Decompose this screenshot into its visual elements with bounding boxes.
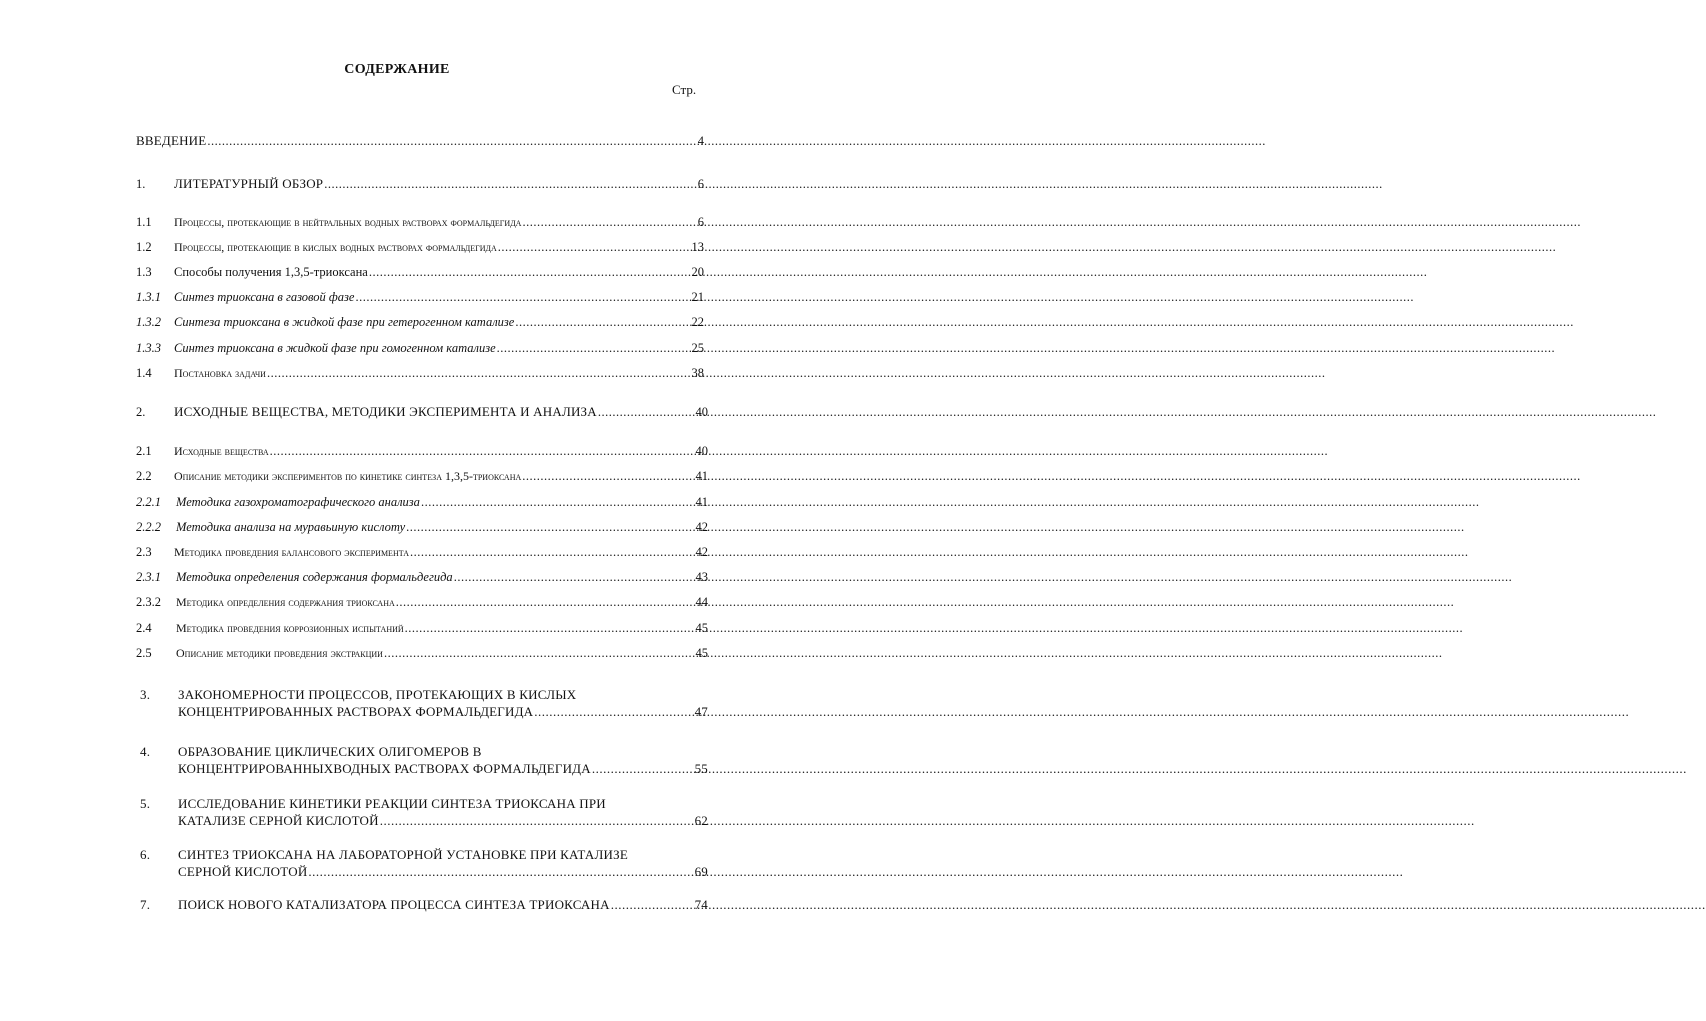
toc-entry-text: ИСХОДНЫЕ ВЕЩЕСТВА, МЕТОДИКИ ЭКСПЕРИМЕНТА И АНАЛИЗА	[174, 404, 597, 419]
toc-entry-text-line1: ИССЛЕДОВАНИЕ КИНЕТИКИ РЕАКЦИИ СИНТЕЗА ТРИОКСАНА ПРИ	[178, 796, 606, 811]
toc-entry-number: 2.3.2	[136, 595, 161, 609]
toc-entry-number: 2.4	[136, 621, 152, 635]
toc-entry-page: 40	[695, 444, 708, 458]
page-title: СОДЕРЖАНИЕ	[344, 62, 450, 77]
toc-entry-2-3[interactable]	[136, 544, 708, 560]
toc-entry-number: 7.	[140, 897, 151, 912]
toc-entry-1-4[interactable]	[136, 365, 704, 381]
toc-entry-number: 1.	[136, 177, 146, 191]
toc-entry-text-line1: ОБРАЗОВАНИЕ ЦИКЛИЧЕСКИХ ОЛИГОМЕРОВ В	[178, 744, 482, 759]
toc-entry-number: 1.3	[136, 265, 152, 279]
toc-entry-number: 1.3.2	[136, 315, 161, 329]
toc-entry-page: 22	[691, 315, 704, 329]
toc-entry-2-3-2[interactable]	[136, 594, 708, 610]
toc-entry-page: 55	[694, 761, 708, 776]
toc-entry-1-3-2[interactable]	[136, 314, 704, 330]
toc-entry-page: 42	[695, 545, 708, 559]
toc-entry-number: 6.	[140, 847, 151, 862]
toc-entry-number: 2.2.1	[136, 495, 161, 509]
toc-entry-6[interactable]	[140, 846, 708, 880]
toc-entry-page: 45	[695, 646, 708, 660]
toc-entry-number: 5.	[140, 796, 151, 811]
toc-entry-text: ВВЕДЕНИЕ	[136, 133, 207, 148]
toc-entry-number: 1.2	[136, 240, 152, 254]
toc-entry-4[interactable]	[140, 743, 708, 777]
toc-entry-page: 6	[697, 215, 704, 229]
toc-entry-text-line1: ЗАКОНОМЕРНОСТИ ПРОЦЕССОВ, ПРОТЕКАЮЩИХ В КИСЛЫХ	[178, 687, 577, 702]
toc-entry-2-2[interactable]	[136, 468, 708, 484]
toc-entry-2-2-2[interactable]	[136, 519, 708, 535]
toc-entry-number: 2.	[136, 405, 146, 419]
toc-entry-page: 21	[691, 290, 704, 304]
toc-entry-number: 1.3.1	[136, 290, 161, 304]
toc-entry-number: 3.	[140, 687, 151, 702]
toc-entry-page: 45	[695, 621, 708, 635]
toc-entry-text: Методика определения содержания формальдегида	[176, 570, 453, 584]
toc-entry-text: Методика проведения коррозионных испытаний	[176, 621, 404, 635]
toc-entry-number: 2.3	[136, 545, 152, 559]
toc-entry-text: Описание методики экспериментов по кинетике синтеза 1,3,5-триоксана	[174, 469, 522, 483]
toc-entry-page: 44	[695, 595, 708, 609]
toc-entry-number: 2.2.2	[136, 520, 161, 534]
toc-entry-text: Описание методики проведения экстракции	[176, 646, 383, 660]
toc-entry-page: 25	[691, 341, 704, 355]
toc-entry-page: 41	[695, 469, 708, 483]
toc-entry-2-4[interactable]	[136, 620, 708, 636]
toc-entry-page: 4	[697, 134, 704, 148]
toc-entry-number: 2.3.1	[136, 570, 161, 584]
toc-entry-number: 2.2	[136, 469, 152, 483]
toc-entry-page: 40	[695, 405, 708, 419]
toc-entry-page: 69	[694, 864, 708, 879]
toc-entry-text: Процессы, протекающие в кислых водных растворах формальдегида	[174, 240, 497, 254]
toc-entry-1-2[interactable]	[136, 239, 704, 255]
toc-entry-introduction[interactable]	[136, 133, 704, 149]
toc-entry-text: Исходные вещества	[174, 444, 269, 458]
toc-entry-number: 1.1	[136, 215, 152, 229]
toc-entry-3[interactable]	[140, 686, 708, 720]
toc-entry-text: Синтеза триоксана в жидкой фазе при гетерогенном катализе	[174, 315, 515, 329]
toc-entry-2-1[interactable]	[136, 443, 708, 459]
toc-entry-text: Методика определения содержания триоксана	[176, 595, 395, 609]
toc-entry-2-2-1[interactable]	[136, 494, 708, 510]
toc-entry-page: 38	[691, 366, 704, 380]
toc-entry-page: 20	[691, 265, 704, 279]
toc-entry-text: Синтез триоксана в жидкой фазе при гомогенном катализе	[174, 341, 496, 355]
toc-entry-number: 1.3.3	[136, 341, 161, 355]
toc-entry-page: 74	[694, 897, 708, 912]
toc-entry-text: Методика газохроматографического анализа	[176, 495, 420, 509]
toc-entry-page: 62	[694, 813, 708, 828]
toc-entry-text: КОНЦЕНТРИРОВАННЫХВОДНЫХ РАСТВОРАХ ФОРМАЛЬДЕГИДА	[178, 761, 591, 776]
toc-entry-2[interactable]	[136, 404, 708, 420]
toc-entry-text: Постановка задачи	[174, 366, 266, 380]
toc-entry-7[interactable]	[140, 896, 708, 913]
toc-entry-text: КАТАЛИЗЕ СЕРНОЙ КИСЛОТОЙ	[178, 813, 379, 828]
toc-entry-number: 1.4	[136, 366, 152, 380]
toc-entry-1[interactable]	[136, 176, 704, 192]
toc-entry-5[interactable]	[140, 795, 708, 829]
toc-entry-text: Синтез триоксана в газовой фазе	[174, 290, 355, 304]
toc-entry-page: 43	[695, 570, 708, 584]
toc-entry-page: 47	[694, 704, 708, 719]
toc-entry-text: Методика анализа на муравьиную кислоту	[176, 520, 406, 534]
toc-entry-2-3-1[interactable]	[136, 569, 708, 585]
toc-entry-1-3-1[interactable]	[136, 289, 704, 305]
toc-entry-text: Способы получения 1,3,5-триоксана	[174, 265, 368, 279]
toc-entry-1-3-3[interactable]	[136, 340, 704, 356]
toc-entry-page: 41	[695, 495, 708, 509]
toc-entry-text-line1: СИНТЕЗ ТРИОКСАНА НА ЛАБОРАТОРНОЙ УСТАНОВКЕ ПРИ КАТАЛИЗЕ	[178, 847, 628, 862]
toc-entry-text: Процессы, протекающие в нейтральных водных растворах формальдегида	[174, 215, 522, 229]
page-column-header: Стр.	[672, 82, 697, 97]
toc-entry-page: 6	[697, 177, 704, 191]
toc-entry-1-1[interactable]	[136, 214, 704, 230]
toc-entry-text: КОНЦЕНТРИРОВАННЫХ РАСТВОРАХ ФОРМАЛЬДЕГИДА	[178, 704, 534, 719]
toc-entry-page: 42	[695, 520, 708, 534]
toc-entry-page: 13	[691, 240, 704, 254]
toc-entry-number: 2.1	[136, 444, 152, 458]
toc-entry-text: ПОИСК НОВОГО КАТАЛИЗАТОРА ПРОЦЕССА СИНТЕЗА ТРИОКСАНА	[178, 897, 610, 912]
toc-entry-number: 2.5	[136, 646, 152, 660]
toc-entry-number: 4.	[140, 744, 151, 759]
toc-entry-2-5[interactable]	[136, 645, 708, 661]
toc-entry-1-3[interactable]	[136, 264, 704, 280]
toc-entry-text: ЛИТЕРАТУРНЫЙ ОБЗОР	[174, 176, 324, 191]
toc-entry-text: Методика проведения балансового эксперимента	[174, 545, 409, 559]
toc-entry-text: СЕРНОЙ КИСЛОТОЙ	[178, 864, 308, 879]
